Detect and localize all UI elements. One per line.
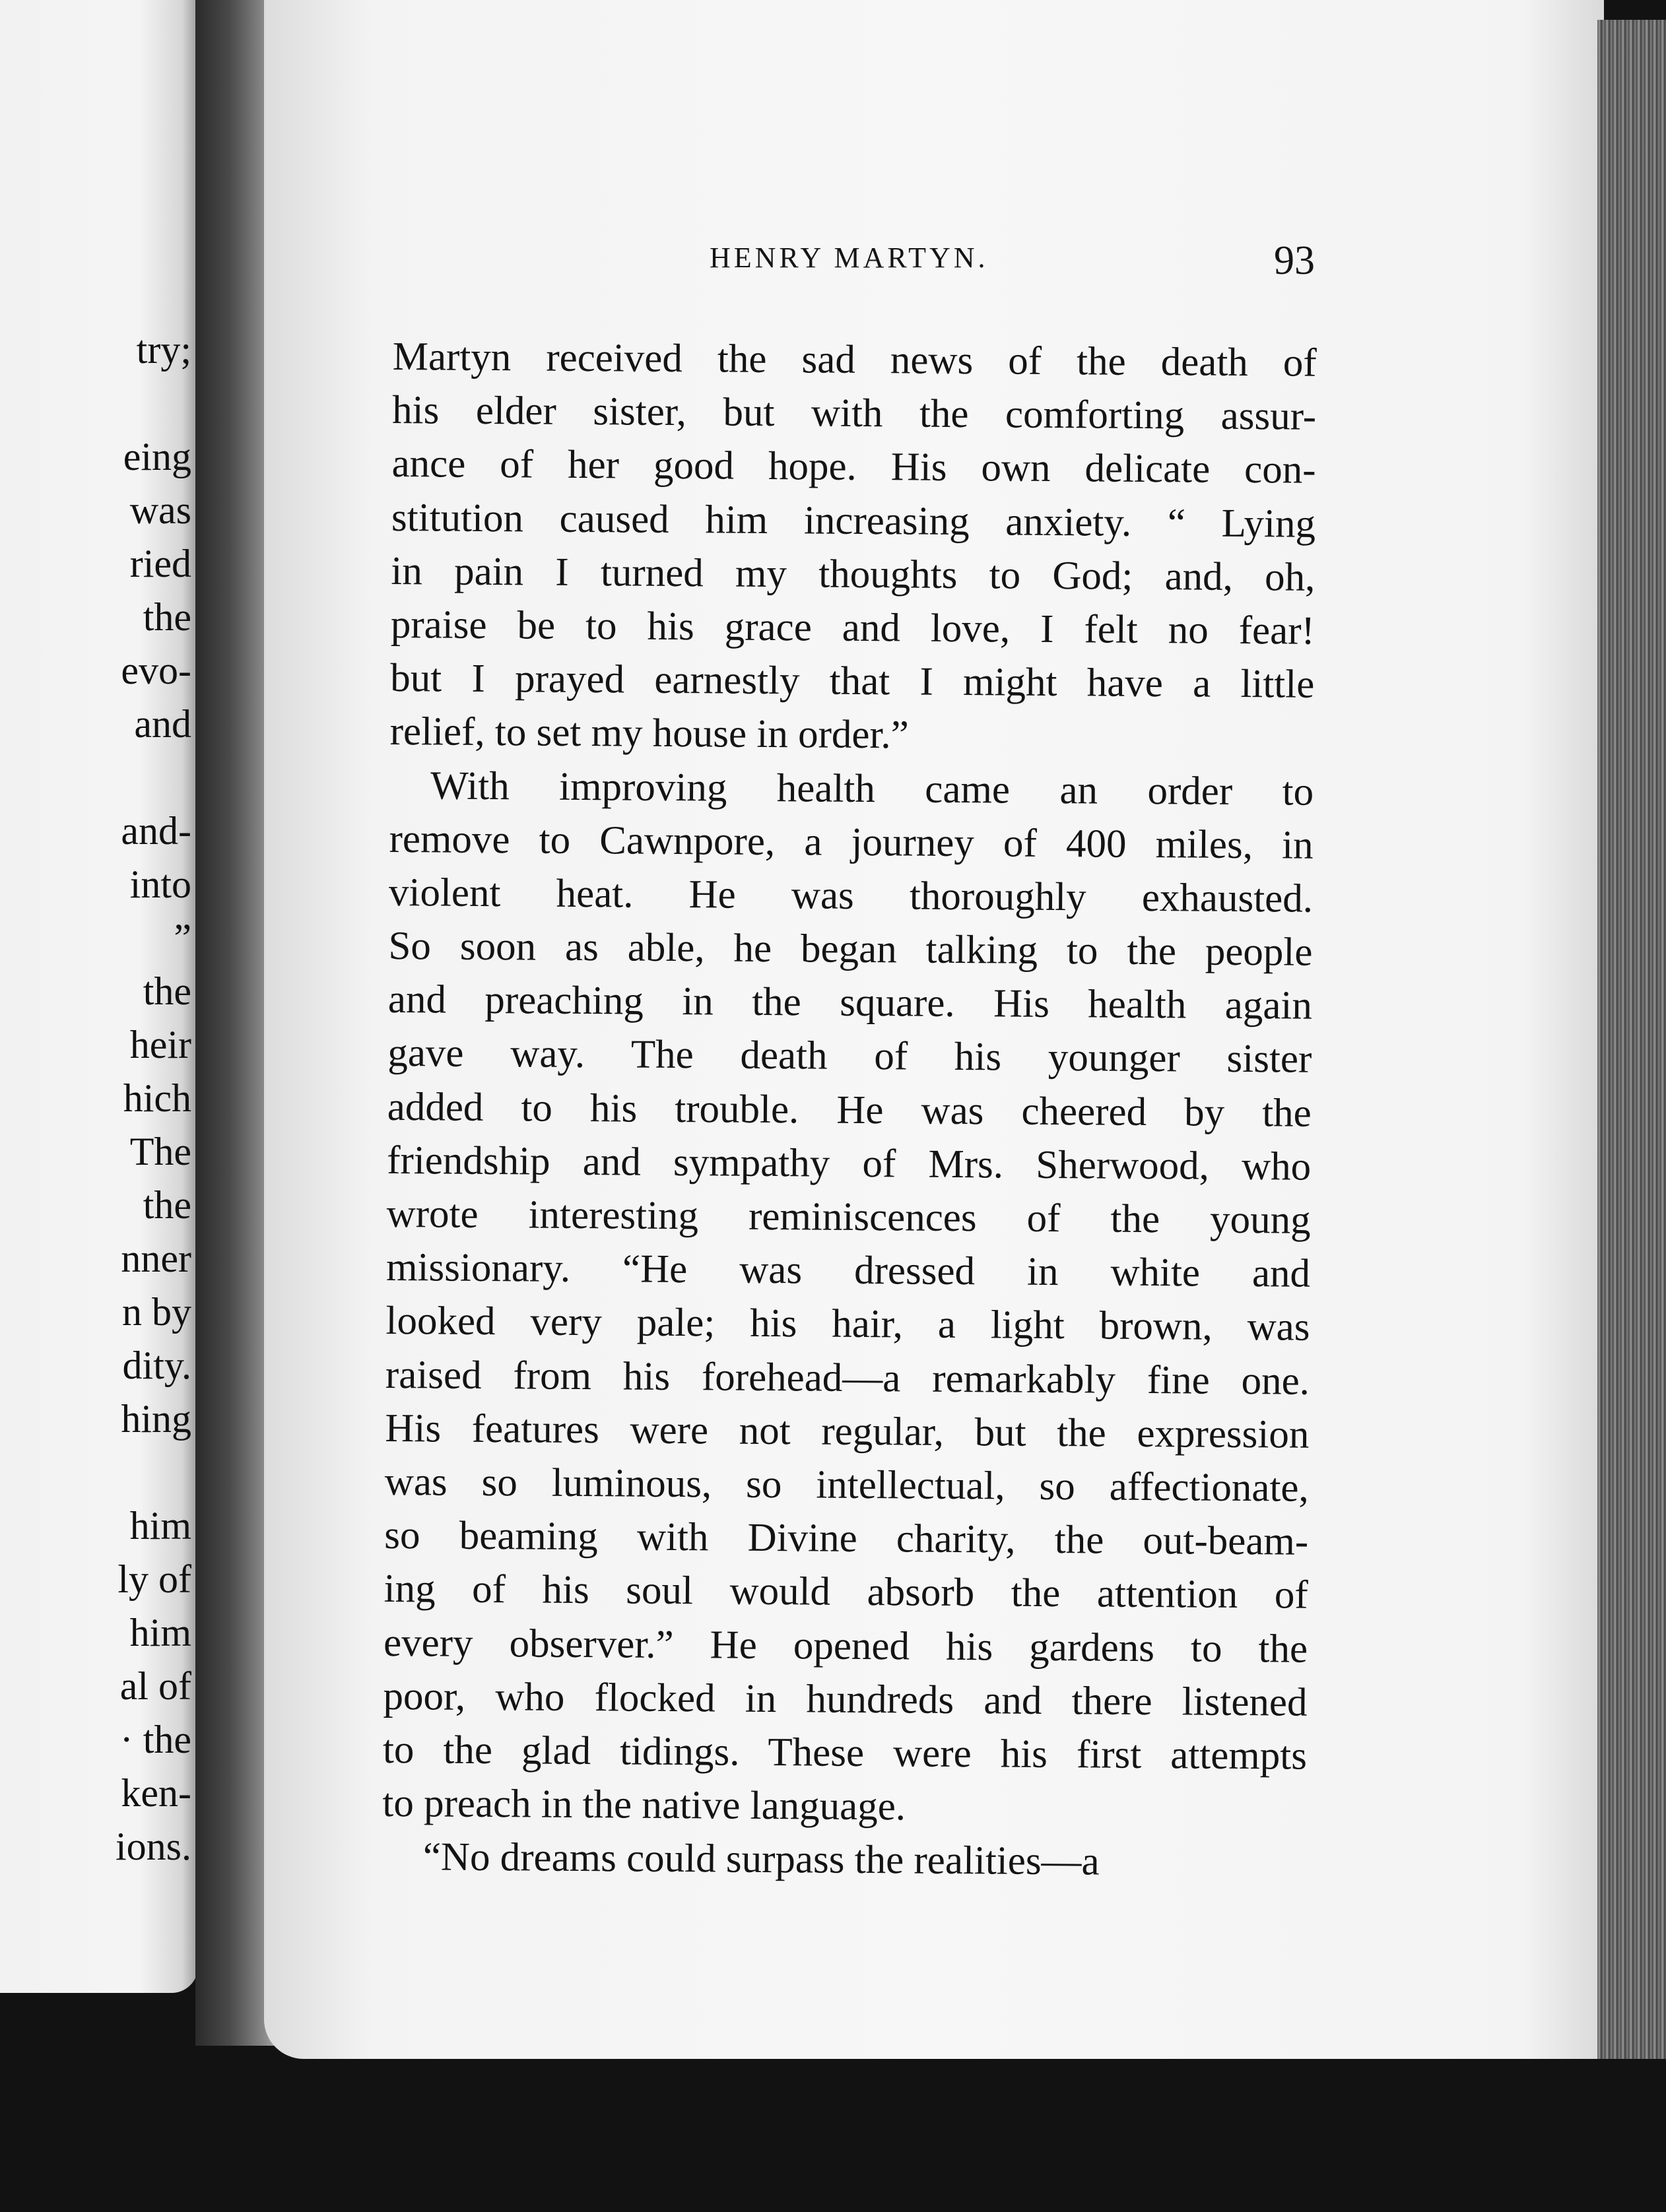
body-line: ing of his soul would absorb the attention of	[383, 1567, 1308, 1618]
body-line: gave way. The death of his younger sister	[387, 1031, 1312, 1082]
body-line: ance of her good hope. His own delicate con-	[391, 441, 1316, 493]
body-line: his elder sister, but with the comforting assur-	[391, 388, 1317, 439]
left-page-line: and	[134, 702, 191, 746]
body-line: to preach in the native language.	[382, 1781, 906, 1829]
body-line: added to his trouble. He was cheered by the	[387, 1084, 1312, 1136]
left-page-line: hing	[121, 1397, 191, 1441]
body-line: but I prayed earnestly that I might have a little	[390, 656, 1315, 707]
body-line: and preaching in the square. His health again	[387, 977, 1313, 1028]
left-page-line: dity.	[122, 1344, 191, 1387]
left-page-line: evo-	[121, 649, 191, 692]
body-line: looked very pale; his hair, a light brown, was	[385, 1299, 1310, 1350]
body-line: poor, who flocked in hundreds and there listened	[383, 1674, 1308, 1725]
left-page-line: eing	[123, 435, 191, 478]
left-page-line: ken-	[121, 1771, 191, 1815]
left-page-line: the	[143, 595, 191, 639]
left-page-line: n by	[122, 1290, 191, 1334]
left-page-line: hich	[123, 1076, 191, 1120]
left-page-line: was	[129, 488, 191, 532]
body-line: His features were not regular, but the expression	[385, 1406, 1310, 1457]
left-page-line: · the	[119, 1718, 191, 1761]
body-line: With improving health came an order to	[430, 763, 1314, 814]
left-page-line: The	[129, 1130, 191, 1173]
left-page	[0, 0, 198, 1993]
body-line: wrote interesting reminiscences of the young	[386, 1191, 1311, 1243]
left-page-line: and-	[121, 809, 191, 853]
left-page-line: into	[129, 862, 191, 906]
body-line: stitution caused him increasing anxiety. “ Lying	[391, 495, 1316, 546]
left-page-line: the	[143, 1183, 191, 1227]
body-line: remove to Cawnpore, a journey of 400 miles, in	[389, 816, 1314, 868]
left-page-line: ions.	[115, 1825, 191, 1868]
body-line: in pain I turned my thoughts to God; and, oh,	[391, 548, 1316, 600]
body-text	[382, 330, 1317, 1890]
body-line: violent heat. He was thoroughly exhausted.	[388, 870, 1314, 921]
left-page-line: heir	[129, 1023, 191, 1066]
body-line: missionary. “He was dressed in white and	[385, 1245, 1311, 1296]
left-page-line: ”	[174, 916, 191, 960]
body-line: “No dreams could surpass the realities—a	[422, 1835, 1100, 1884]
left-page-line	[0, 1446, 191, 1499]
body-line: was so luminous, so intellectual, so affectionate,	[384, 1459, 1310, 1511]
left-page-line: the	[143, 969, 191, 1013]
body-line: every observer.” He opened his gardens to the	[383, 1620, 1308, 1672]
body-line: raised from his forehead—a remarkably fine one.	[385, 1352, 1310, 1404]
page-edges-stack	[1597, 20, 1666, 2059]
left-page-text-fragments	[0, 323, 191, 1873]
body-line: to the glad tidings. These were his first attempts	[382, 1727, 1308, 1778]
left-page-line: al of	[119, 1664, 191, 1708]
body-line: friendship and sympathy of Mrs. Sherwood, who	[386, 1138, 1312, 1189]
left-page-line: ried	[129, 542, 191, 585]
body-line: so beaming with Divine charity, the out-beam-	[384, 1513, 1309, 1564]
body-line: So soon as able, he began talking to the people	[388, 924, 1313, 975]
running-head: HENRY MARTYN.	[710, 242, 989, 274]
body-line: praise be to his grace and love, I felt no fear!	[390, 602, 1316, 653]
left-page-line: try;	[136, 328, 191, 372]
page-number: 93	[1274, 238, 1315, 283]
left-page-line: ly of	[117, 1557, 191, 1601]
body-line: relief, to set my house in order.”	[389, 709, 909, 758]
left-page-line: him	[129, 1611, 191, 1654]
body-line: Martyn received the sad news of the death of	[392, 334, 1317, 385]
left-page-line	[0, 751, 191, 804]
left-page-line: him	[129, 1504, 191, 1547]
left-page-line	[0, 377, 191, 430]
left-page-line: nner	[121, 1237, 191, 1280]
